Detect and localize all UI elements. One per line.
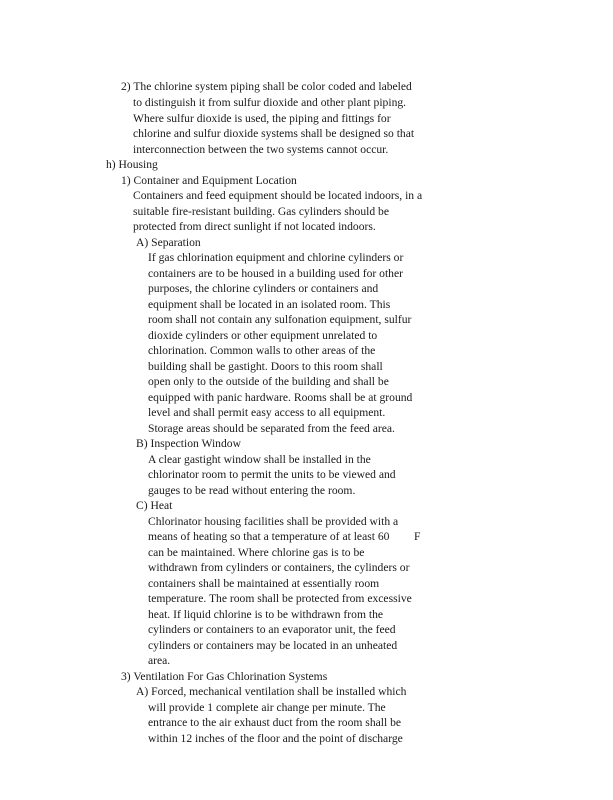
text-line: will provide 1 complete air change per minute. The	[148, 701, 386, 714]
text-line: protected from direct sunlight if not located indoors.	[133, 220, 376, 233]
subsection-heading: 1) Container and Equipment Location	[121, 174, 297, 187]
text-line: suitable fire-resistant building. Gas cylinders should be	[133, 205, 389, 218]
text-line: chlorination. Common walls to other areas of the	[148, 344, 376, 357]
text-line: cylinders or containers to an evaporator unit, the feed	[148, 623, 396, 636]
text-line: Chlorinator housing facilities shall be provided with a	[148, 515, 399, 528]
text-line: purposes, the chlorine cylinders or containers and	[148, 282, 379, 295]
text-line: entrance to the air exhaust duct from the room shall be	[148, 716, 402, 729]
text-line: gauges to be read without entering the room.	[148, 484, 356, 497]
text-line: open only to the outside of the building and shall be	[148, 375, 389, 388]
item-heading: B) Inspection Window	[136, 437, 241, 450]
text-line: room shall not contain any sulfonation equipment, sulfur	[148, 313, 412, 326]
text-line: Storage areas should be separated from the feed area.	[148, 422, 395, 435]
text-line: dioxide cylinders or other equipment unrelated to	[148, 329, 378, 342]
text-line: equipment shall be located in an isolated room. This	[148, 298, 391, 311]
text-line: containers are to be housed in a building used for other	[148, 267, 403, 280]
text-line: temperature. The room shall be protected from excessive	[148, 592, 412, 605]
item-heading: A) Forced, mechanical ventilation shall be installed which	[136, 685, 407, 698]
subsection-heading: 3) Ventilation For Gas Chlorination Systems	[121, 670, 328, 683]
text-line: equipped with panic hardware. Rooms shall be at ground	[148, 391, 413, 404]
text-line: means of heating so that a temperature of at least 60	[148, 530, 390, 543]
text-line: Where sulfur dioxide is used, the piping and fittings for	[133, 112, 391, 125]
text-line: within 12 inches of the floor and the point of discharge	[148, 732, 403, 745]
text-line: cylinders or containers may be located in an unheated	[148, 639, 398, 652]
text-line: A clear gastight window shall be installed in the	[148, 453, 371, 466]
item-heading: C) Heat	[136, 499, 173, 512]
text-line: building shall be gastight. Doors to this room shall	[148, 360, 383, 373]
text-line: level and shall permit easy access to all equipment.	[148, 406, 386, 419]
text-line: area.	[148, 654, 171, 667]
text-line: 2) The chlorine system piping shall be color coded and labeled	[121, 80, 412, 93]
text-line: Containers and feed equipment should be located indoors, in a	[133, 189, 423, 202]
section-heading: h) Housing	[106, 158, 158, 171]
text-line: If gas chlorination equipment and chlorine cylinders or	[148, 251, 404, 264]
text-line: chlorine and sulfur dioxide systems shall be designed so that	[133, 127, 415, 140]
fahrenheit-mark: F	[414, 530, 421, 543]
text-line: withdrawn from cylinders or containers, the cylinders or	[148, 561, 410, 574]
text-line: to distinguish it from sulfur dioxide and other plant piping.	[133, 96, 407, 109]
text-line: heat. If liquid chlorine is to be withdrawn from the	[148, 608, 384, 621]
text-line: can be maintained. Where chlorine gas is to be	[148, 546, 365, 559]
text-line: interconnection between the two systems cannot occur.	[133, 143, 389, 156]
item-heading: A) Separation	[136, 236, 201, 249]
text-line: containers shall be maintained at essentially room	[148, 577, 380, 590]
text-line: chlorinator room to permit the units to be viewed and	[148, 468, 396, 481]
